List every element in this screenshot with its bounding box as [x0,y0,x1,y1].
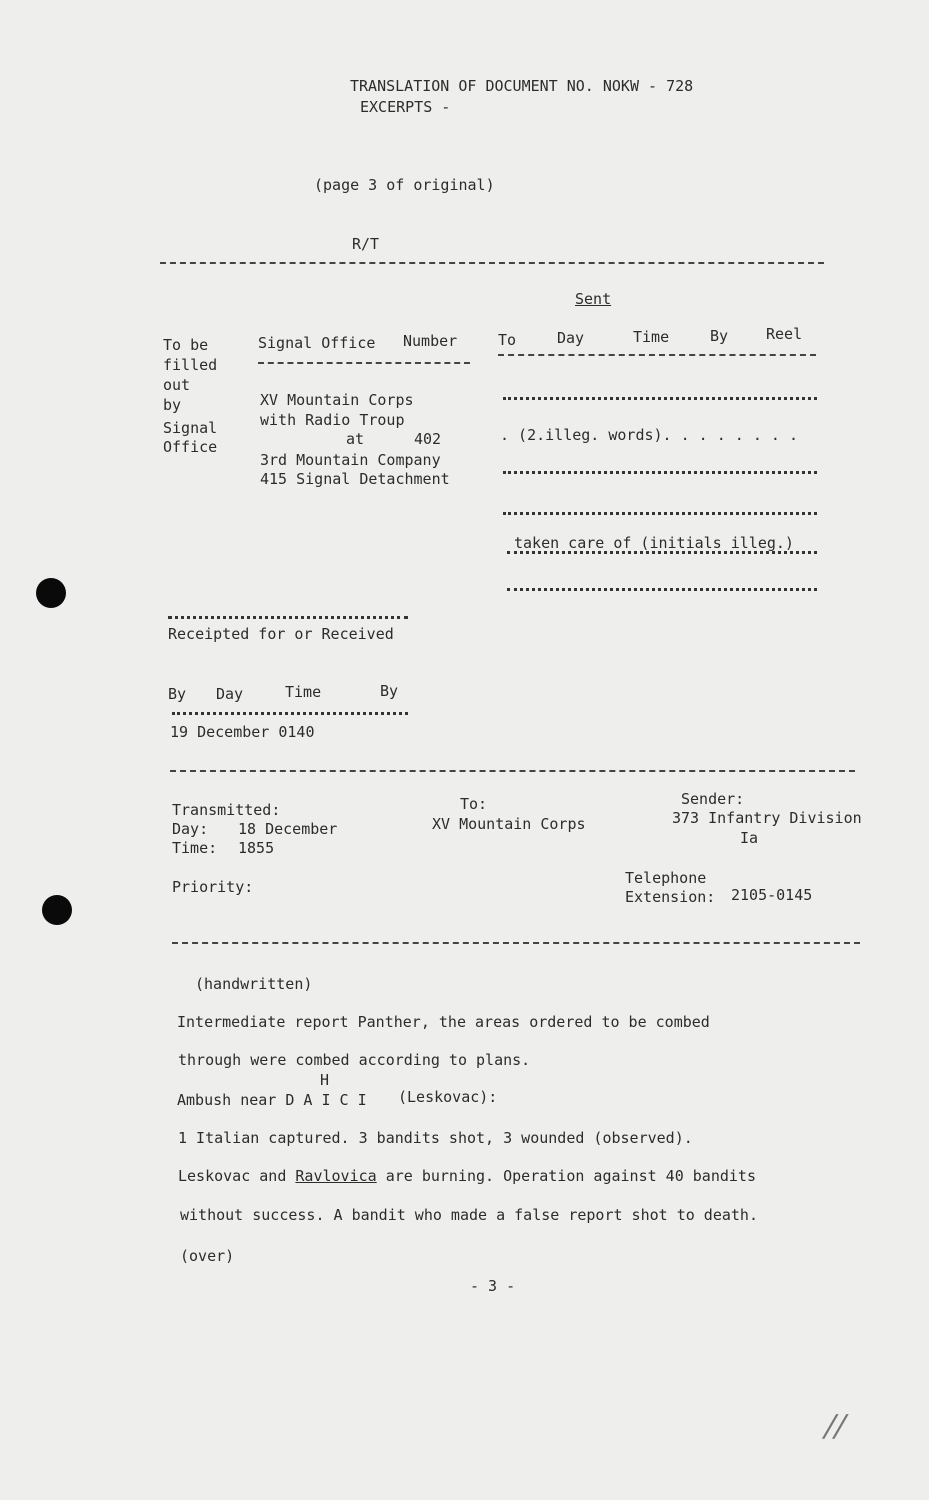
col-header-number: Number [403,332,458,350]
receipt-col-by: By [168,685,187,703]
dotted-line-5 [507,551,817,554]
sender-label: Sender: [681,790,745,808]
dotted-line-3 [503,471,817,474]
time-label: Time: [172,839,218,857]
col-header-day: Day [557,329,585,347]
receipt-label: Receipted for or Received [168,625,394,643]
receipt-col-day: Day [216,685,244,703]
transmitted-label: Transmitted: [172,801,281,819]
handwritten-h-mark: H [320,1071,330,1089]
to-value: XV Mountain Corps [432,815,586,833]
extension-label: Extension: [625,888,716,906]
addressee-line-3a: at [346,430,365,448]
form-label-filled: filled [163,356,218,374]
header-underline-left [258,362,470,364]
receipt-col-by-2: By [380,682,399,700]
col-header-time: Time [633,328,670,346]
addressee-line-3b: 402 [414,430,442,448]
telephone-label: Telephone [625,869,707,887]
addressee-line-4: 3rd Mountain Company [260,451,441,469]
body-line-4: 1 Italian captured. 3 bandits shot, 3 wounded (observed). [178,1129,693,1147]
divider-1 [160,262,824,264]
page-reference: (page 3 of original) [314,176,495,194]
punch-hole-bottom [42,895,72,925]
dotted-line-6 [507,588,817,591]
extension-value: 2105-0145 [731,886,813,904]
form-label-office: Office [163,438,218,456]
body-line-5-end: are burning. Operation against 40 bandits [376,1167,756,1185]
margin-mark: // [820,1409,851,1444]
form-label-to-be: To be [163,336,209,354]
handwritten-note: (handwritten) [195,975,313,993]
divider-3 [172,942,860,944]
rt-label: R/T [352,235,380,253]
addressee-line-2: with Radio Troup [260,411,405,429]
to-label: To: [460,795,488,813]
dotted-line-receipt [168,616,408,619]
col-header-reel: Reel [766,325,803,343]
document-subtitle: EXCERPTS - [360,98,451,116]
dotted-line-4 [503,512,817,515]
col-header-to: To [498,331,517,349]
body-line-6: without success. A bandit who made a false report shot to death. [180,1206,758,1224]
body-line-5-start: Leskovac and [178,1167,296,1185]
document-title: TRANSLATION OF DOCUMENT NO. NOKW - 728 [350,77,694,95]
body-line-2: through were combed according to plans. [178,1051,531,1069]
taken-care-note: taken care of (initials illeg.) [514,534,794,552]
col-header-signal-office: Signal Office [258,334,376,352]
page-number: - 3 - [470,1277,516,1295]
place-name-ravlovica: Ravlovica [295,1167,377,1185]
body-line-3a: Ambush near D A I C I [177,1091,367,1109]
form-label-out: out [163,376,191,394]
divider-2 [170,770,855,772]
dotted-line-1 [503,397,817,400]
sender-sub: Ia [740,829,759,847]
punch-hole-top [36,578,66,608]
sent-heading: Sent [575,290,612,308]
sender-value: 373 Infantry Division [672,809,862,827]
form-label-by: by [163,396,182,414]
addressee-line-1: XV Mountain Corps [260,391,414,409]
time-value: 1855 [238,839,275,857]
receipt-value: 19 December 0140 [170,723,315,741]
form-label-signal: Signal [163,419,218,437]
illegible-words-note: . (2.illeg. words). . . . . . . . [500,426,799,444]
header-underline-right [498,354,816,356]
dotted-line-receipt-2 [172,712,408,715]
body-line-3b: (Leskovac): [398,1088,498,1106]
over-note: (over) [180,1247,235,1265]
receipt-col-time: Time [285,683,322,701]
body-line-1: Intermediate report Panther, the areas ordered to be combed [177,1013,710,1031]
addressee-line-5: 415 Signal Detachment [260,470,450,488]
priority-label: Priority: [172,878,254,896]
day-value: 18 December [238,820,338,838]
col-header-by: By [710,327,729,345]
day-label: Day: [172,820,209,838]
body-line-5 [178,1166,756,1186]
